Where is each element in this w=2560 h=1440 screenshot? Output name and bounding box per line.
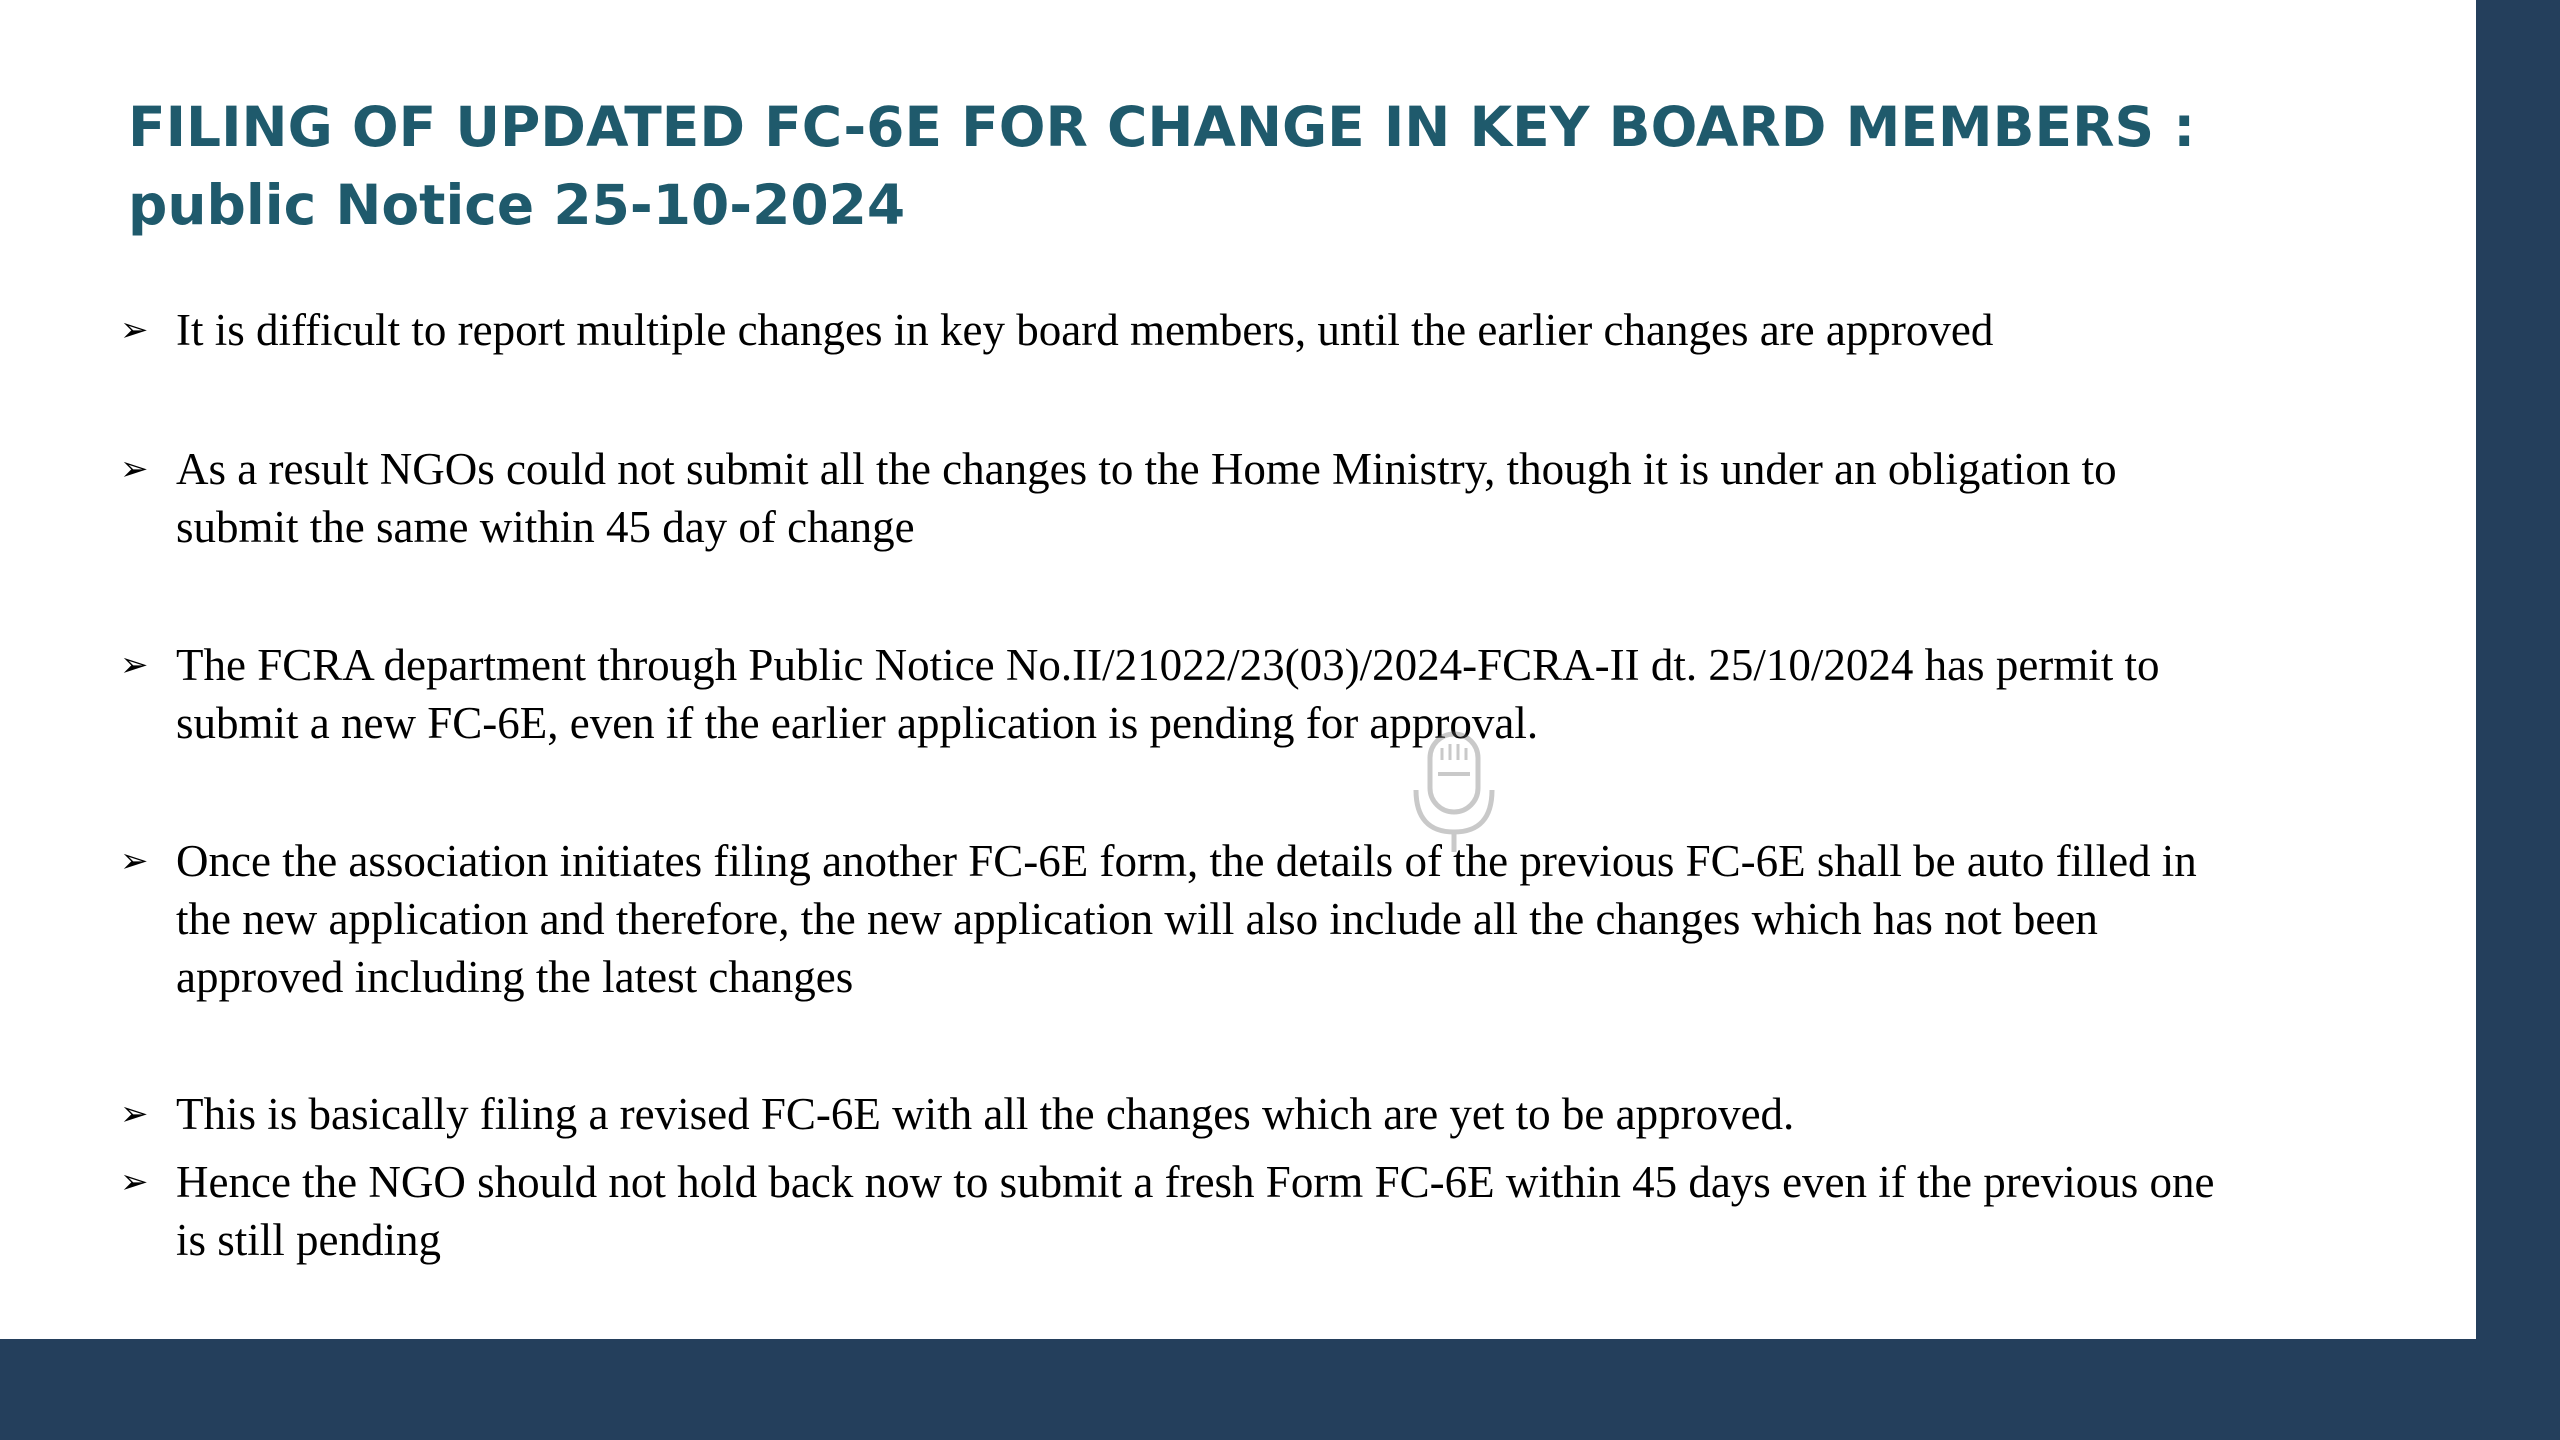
bullet-text-line: is still pending	[176, 1215, 442, 1265]
bullet-item	[120, 440, 2380, 556]
bullet-text-line: Hence the NGO should not hold back now to submit a fresh Form FC-6E within 45 days even if the previous one	[176, 1157, 2215, 1207]
bullet-text-line: This is basically filing a revised FC-6E with all the changes which are yet to be approved.	[176, 1089, 1795, 1139]
arrow-bullet-icon: ➢	[120, 310, 149, 350]
slide-title-line: FILING OF UPDATED FC-6E FOR CHANGE IN KEY BOARD MEMBERS :	[128, 95, 2196, 159]
arrow-bullet-icon: ➢	[120, 841, 149, 881]
bullet-item	[120, 1153, 2380, 1269]
bullet-text-line: approved including the latest changes	[176, 952, 854, 1002]
bullet-text-line: The FCRA department through Public Notice No.II/21022/23(03)/2024-FCRA-II dt. 25/10/2024 has permit to	[176, 640, 2160, 690]
bullet-text-line: submit a new FC-6E, even if the earlier application is pending for approval.	[176, 698, 1539, 748]
bullet-item	[120, 1085, 2380, 1143]
bottom-frame-bar	[0, 1339, 2560, 1440]
bullet-text-line: As a result NGOs could not submit all the changes to the Home Ministry, though it is under an obligation to	[176, 444, 2117, 494]
slide-title	[128, 88, 2428, 244]
bullet-text-line: the new application and therefore, the new application will also include all the changes which has not been	[176, 894, 2098, 944]
bullet-item	[120, 636, 2380, 752]
bullet-item	[120, 832, 2380, 1006]
arrow-bullet-icon: ➢	[120, 1162, 149, 1202]
bullet-text-line: Once the association initiates filing another FC-6E form, the details of the previous FC-6E shall be auto filled in	[176, 836, 2197, 886]
arrow-bullet-icon: ➢	[120, 1094, 149, 1134]
arrow-bullet-icon: ➢	[120, 645, 149, 685]
bullet-text-line: submit the same within 45 day of change	[176, 502, 915, 552]
slide-title-line: public Notice 25-10-2024	[128, 173, 906, 237]
bullet-item	[120, 301, 2380, 359]
bullet-text-line: It is difficult to report multiple changes in key board members, until the earlier changes are approved	[176, 305, 1994, 355]
right-frame-bar	[2476, 0, 2560, 1440]
microphone-icon[interactable]	[1404, 728, 1504, 858]
arrow-bullet-icon: ➢	[120, 449, 149, 489]
